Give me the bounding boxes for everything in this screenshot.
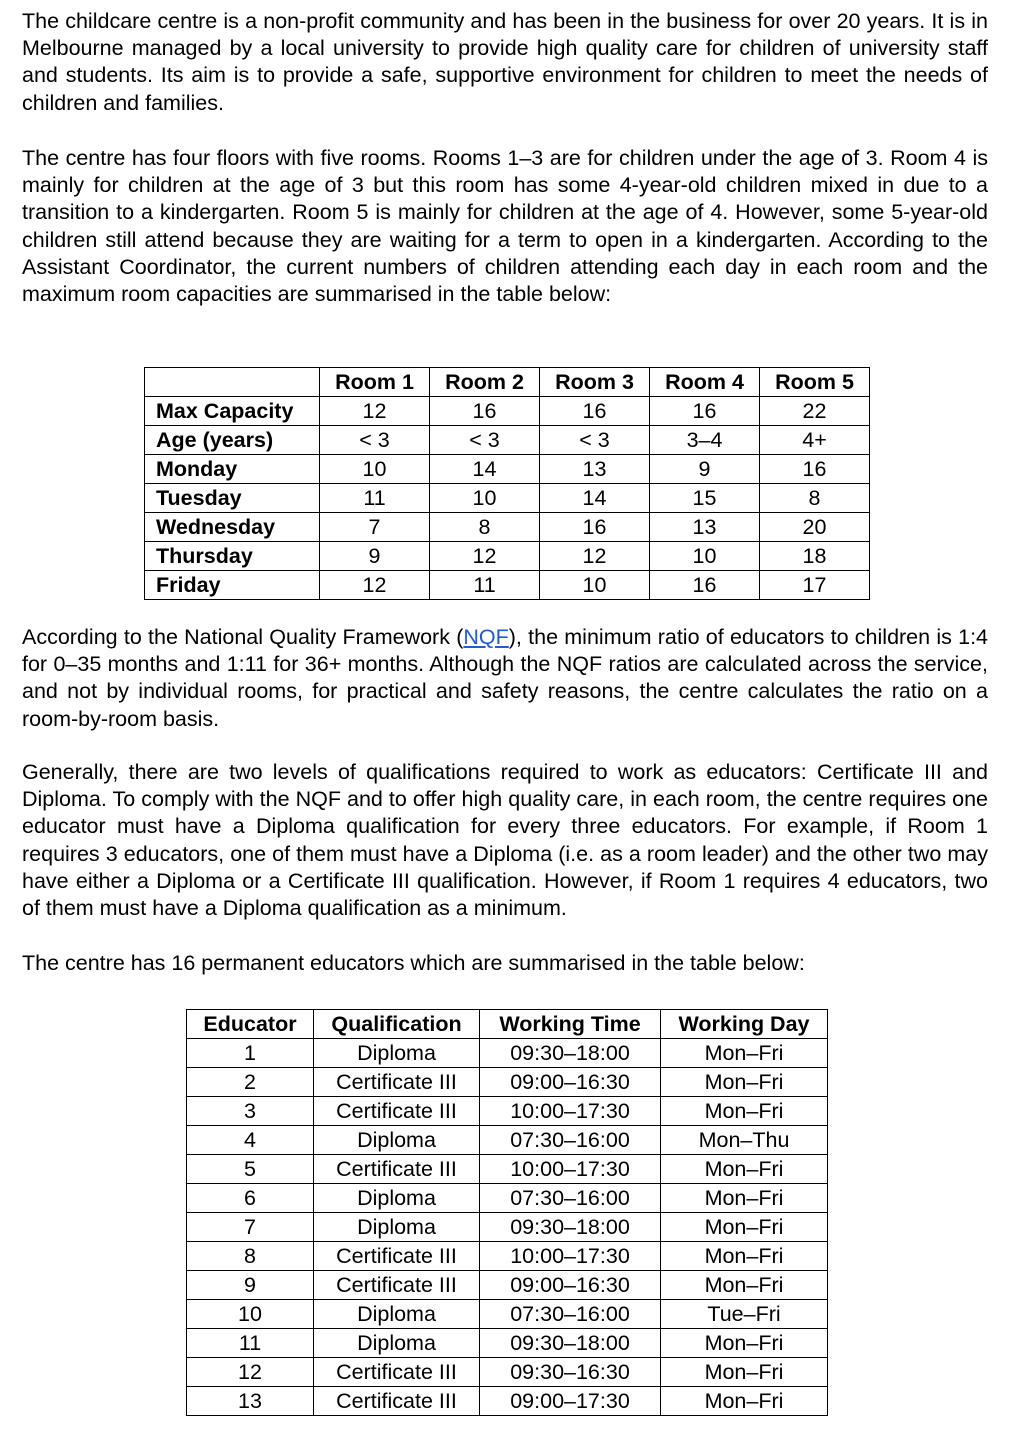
table-row: [187, 1329, 828, 1358]
table-cell: 09:30–16:30: [480, 1358, 661, 1387]
table-row: [145, 542, 870, 571]
table-row: [187, 1097, 828, 1126]
table-cell: 07:30–16:00: [480, 1126, 661, 1155]
table-cell: 07:30–16:00: [480, 1184, 661, 1213]
intro-paragraph: The childcare centre is a non-profit community and has been in the business for over 20 years. It is in Melbourne managed by a local university to provide high quality care for children of university staff and students. Its aim is to provide a safe, supportive environment for children to meet the needs of children and families.: [22, 9, 988, 115]
table-cell: 10: [430, 484, 540, 513]
table-cell: 8: [430, 513, 540, 542]
table-cell: 12: [320, 571, 430, 600]
table-cell: 10:00–17:30: [480, 1242, 661, 1271]
table-cell: 7: [320, 513, 430, 542]
column-header: Room 1: [320, 368, 430, 397]
table-cell: Mon–Fri: [661, 1184, 828, 1213]
table-cell: 16: [430, 397, 540, 426]
table-cell: Diploma: [314, 1039, 480, 1068]
table-cell: 16: [540, 513, 650, 542]
table-cell: 09:00–17:30: [480, 1387, 661, 1416]
nqf-text-before: According to the National Quality Framework (: [22, 625, 464, 649]
table-cell: 13: [650, 513, 760, 542]
table-cell: Certificate III: [314, 1097, 480, 1126]
rooms-paragraph: The centre has four floors with five rooms. Rooms 1–3 are for children under the age of 3. Room 4 is mainly for children at the age of 3 but this room has some 4-year-old children mixed in due to a transition to a kindergarten. Room 5 is mainly for children at the age of 4. However, some 5-year-old children still attend because they are waiting for a term to open in a kindergarten. According to the Assistant Coordinator, the current numbers of children attending each day in each room and the maximum room capacities are summarised in the table below:: [22, 146, 988, 307]
table-cell: 3–4: [650, 426, 760, 455]
table-row: [187, 1039, 828, 1068]
table-cell: 22: [760, 397, 870, 426]
table-cell: Certificate III: [314, 1155, 480, 1184]
row-label: Max Capacity: [145, 397, 320, 426]
room-capacity-table: [144, 367, 870, 600]
column-header: Working Time: [480, 1010, 661, 1039]
nqf-text-after: ), the minimum ratio of educators to children is 1:4 for 0–35 months and 1:11 for 36+ months. Although the NQF ratios are calculated across the service, and not by individual rooms, for practical and safety reasons, the centre calculates the ratio on a room-by-room basis.: [22, 625, 989, 731]
table-row: [145, 397, 870, 426]
table-cell: Mon–Fri: [661, 1387, 828, 1416]
table-cell: Mon–Fri: [661, 1068, 828, 1097]
table-row: [145, 484, 870, 513]
table-cell: 11: [430, 571, 540, 600]
table-cell: < 3: [320, 426, 430, 455]
table-cell: 15: [650, 484, 760, 513]
column-header: Room 2: [430, 368, 540, 397]
table-cell: Certificate III: [314, 1242, 480, 1271]
nqf-paragraph: [22, 624, 988, 733]
table-cell: Certificate III: [314, 1068, 480, 1097]
row-label: Thursday: [145, 542, 320, 571]
table-cell: Tue–Fri: [661, 1300, 828, 1329]
table-cell: 17: [760, 571, 870, 600]
table-row: [145, 426, 870, 455]
table-cell: 09:30–18:00: [480, 1213, 661, 1242]
table-row: [187, 1184, 828, 1213]
table-row: [145, 455, 870, 484]
row-label: Age (years): [145, 426, 320, 455]
table-cell: 13: [187, 1387, 314, 1416]
table-cell: Mon–Fri: [661, 1329, 828, 1358]
table-cell: 16: [540, 397, 650, 426]
row-label: Monday: [145, 455, 320, 484]
table-cell: < 3: [430, 426, 540, 455]
table-cell: 3: [187, 1097, 314, 1126]
table-cell: Mon–Fri: [661, 1242, 828, 1271]
table-cell: 12: [430, 542, 540, 571]
table-row: [187, 1068, 828, 1097]
table-cell: 7: [187, 1213, 314, 1242]
table-cell: Diploma: [314, 1300, 480, 1329]
table-cell: 2: [187, 1068, 314, 1097]
table-cell: 6: [187, 1184, 314, 1213]
table-cell: 09:30–18:00: [480, 1329, 661, 1358]
table-cell: 16: [650, 571, 760, 600]
table-cell: Mon–Fri: [661, 1155, 828, 1184]
qualifications-paragraph: Generally, there are two levels of qualifications required to work as educators: Certificate III and Diploma. To comply with the NQF and to offer high quality care, in each room, the centre requires one educator must have a Diploma qualification for every three educators. For example, if Room 1 requires 3 educators, one of them must have a Diploma (i.e. as a room leader) and the other two may have either a Diploma or a Certificate III qualification. However, if Room 1 requires 4 educators, two of them must have a Diploma qualification as a minimum.: [22, 760, 988, 921]
table-row: [187, 1213, 828, 1242]
column-header: Working Day: [661, 1010, 828, 1039]
table-cell: 20: [760, 513, 870, 542]
column-header: Room 4: [650, 368, 760, 397]
table-cell: Certificate III: [314, 1387, 480, 1416]
table-cell: 10: [320, 455, 430, 484]
table-cell: 1: [187, 1039, 314, 1068]
table-row: [187, 1242, 828, 1271]
table-cell: Mon–Fri: [661, 1271, 828, 1300]
table-cell: 11: [187, 1329, 314, 1358]
table-row: [187, 1387, 828, 1416]
table-header-row: [145, 368, 870, 397]
table-cell: 13: [540, 455, 650, 484]
row-label: Tuesday: [145, 484, 320, 513]
educators-table: [186, 1009, 828, 1416]
column-header: Room 3: [540, 368, 650, 397]
table-cell: 8: [760, 484, 870, 513]
nqf-link[interactable]: NQF: [463, 625, 509, 649]
table-cell: Mon–Fri: [661, 1039, 828, 1068]
table-row: [187, 1271, 828, 1300]
table-cell: Diploma: [314, 1329, 480, 1358]
table-cell: 12: [320, 397, 430, 426]
table-cell: Diploma: [314, 1213, 480, 1242]
table-row: [187, 1358, 828, 1387]
table-cell: Certificate III: [314, 1271, 480, 1300]
table-cell: 09:00–16:30: [480, 1271, 661, 1300]
table-cell: 9: [187, 1271, 314, 1300]
table-cell: 09:30–18:00: [480, 1039, 661, 1068]
row-label: Friday: [145, 571, 320, 600]
table-corner-cell: [145, 368, 320, 397]
row-label: Wednesday: [145, 513, 320, 542]
column-header: Qualification: [314, 1010, 480, 1039]
table-cell: 14: [540, 484, 650, 513]
table-cell: 10:00–17:30: [480, 1097, 661, 1126]
table-cell: Diploma: [314, 1184, 480, 1213]
column-header: Educator: [187, 1010, 314, 1039]
table-cell: 16: [650, 397, 760, 426]
table-cell: 8: [187, 1242, 314, 1271]
table-cell: Mon–Fri: [661, 1358, 828, 1387]
table-cell: Mon–Thu: [661, 1126, 828, 1155]
table-row: [145, 571, 870, 600]
table-cell: 12: [540, 542, 650, 571]
table-cell: 4+: [760, 426, 870, 455]
table-cell: Mon–Fri: [661, 1097, 828, 1126]
table-cell: 16: [760, 455, 870, 484]
table-cell: 18: [760, 542, 870, 571]
table-cell: 10: [187, 1300, 314, 1329]
table-cell: 4: [187, 1126, 314, 1155]
table-cell: 9: [320, 542, 430, 571]
table-cell: 14: [430, 455, 540, 484]
table-cell: 09:00–16:30: [480, 1068, 661, 1097]
table-row: [187, 1126, 828, 1155]
table-cell: 5: [187, 1155, 314, 1184]
table-row: [187, 1155, 828, 1184]
table-cell: 10: [650, 542, 760, 571]
table-cell: 10: [540, 571, 650, 600]
table-row: [187, 1300, 828, 1329]
table-cell: 12: [187, 1358, 314, 1387]
educators-intro-paragraph: The centre has 16 permanent educators which are summarised in the table below:: [22, 951, 805, 975]
table-header-row: [187, 1010, 828, 1039]
table-cell: Certificate III: [314, 1358, 480, 1387]
table-cell: 9: [650, 455, 760, 484]
table-row: [145, 513, 870, 542]
column-header: Room 5: [760, 368, 870, 397]
table-cell: Mon–Fri: [661, 1213, 828, 1242]
table-cell: 10:00–17:30: [480, 1155, 661, 1184]
table-cell: < 3: [540, 426, 650, 455]
table-cell: 07:30–16:00: [480, 1300, 661, 1329]
table-cell: 11: [320, 484, 430, 513]
table-cell: Diploma: [314, 1126, 480, 1155]
